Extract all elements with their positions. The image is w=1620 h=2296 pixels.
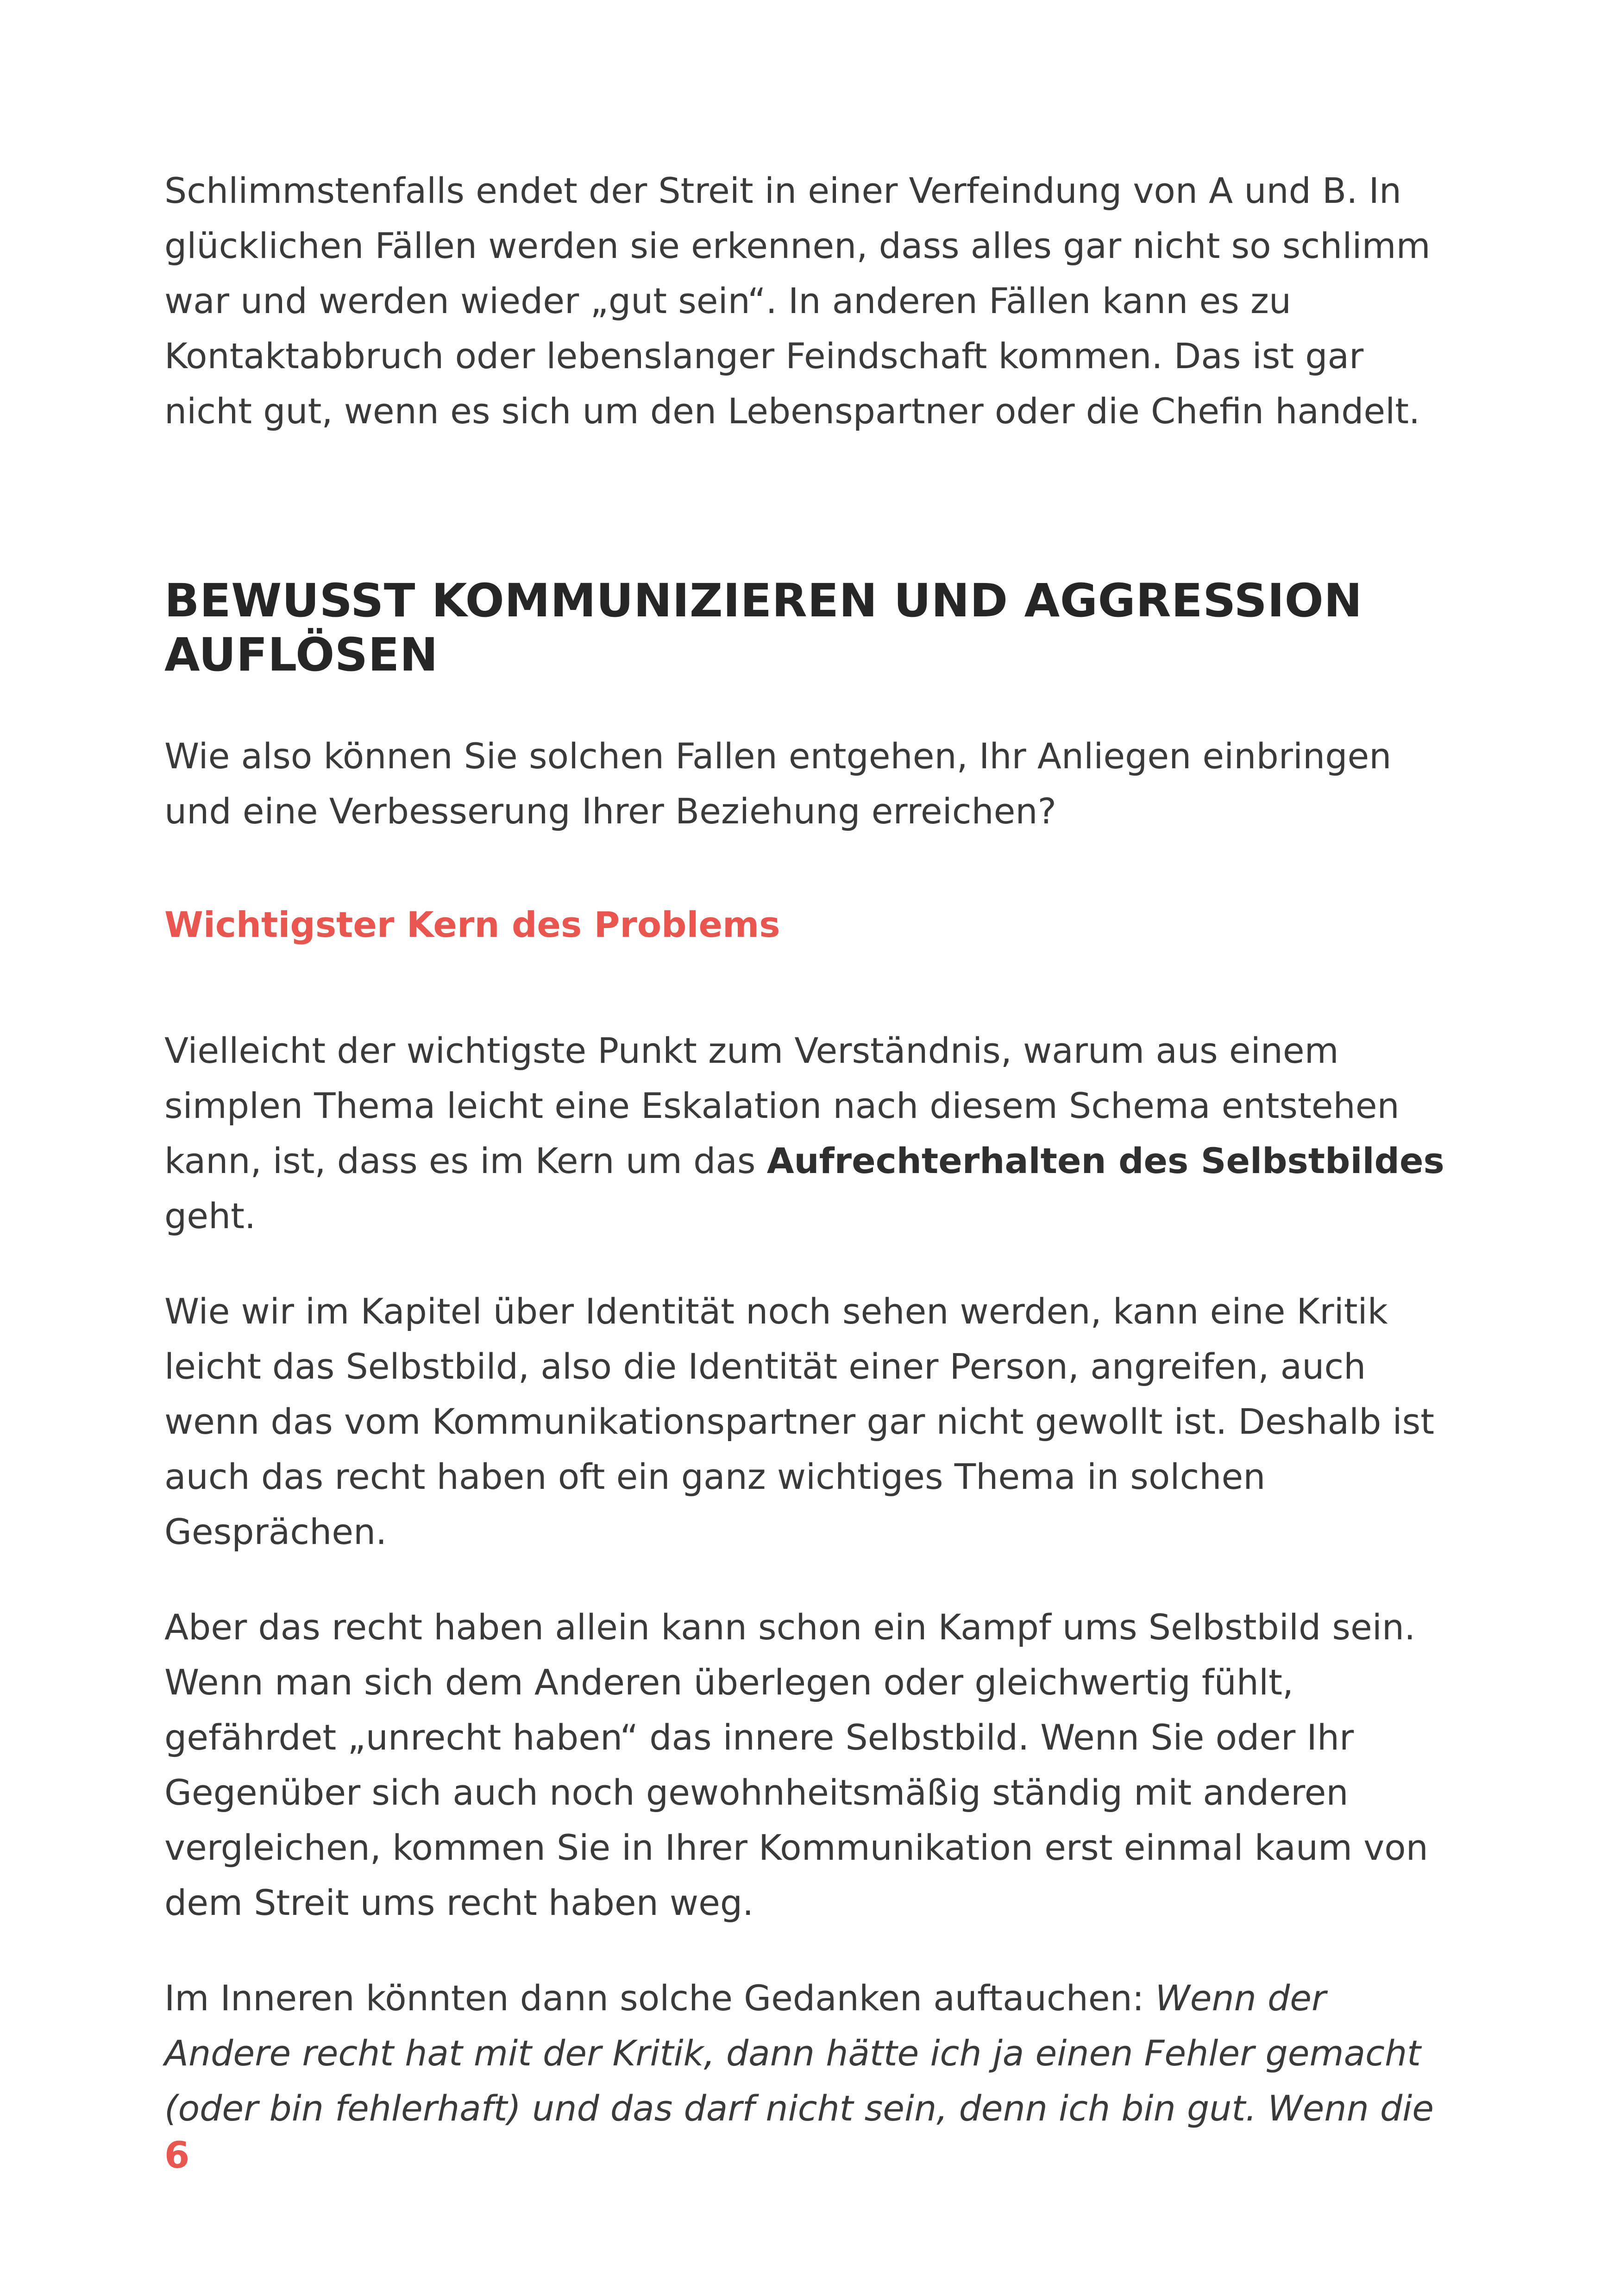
text-line: war und werden wieder „gut sein“. In anderen Fällen kann es zu: [164, 280, 1292, 321]
paragraph-identitaet: [164, 1284, 1470, 1559]
text-line: gefährdet „unrecht haben“ das innere Selbstbild. Wenn Sie oder Ihr: [164, 1717, 1354, 1758]
text-line: [164, 1133, 1470, 1188]
text-line: nicht gut, wenn es sich um den Lebenspartner oder die Chefin handelt.: [164, 390, 1420, 432]
text-fragment: Im Inneren könnten dann solche Gedanken auftauchen:: [164, 1977, 1155, 2019]
text-line: auch das recht haben oft ein ganz wichtiges Thema in solchen: [164, 1456, 1266, 1497]
text-line: Aber das recht haben allein kann schon ein Kampf ums Selbstbild sein.: [164, 1606, 1416, 1648]
text-fragment: kann, ist, dass es im Kern um das: [164, 1140, 767, 1181]
subsection-heading: Wichtigster Kern des Problems: [164, 904, 780, 945]
text-line: Kontaktabbruch oder lebenslanger Feindschaft kommen. Das ist gar: [164, 335, 1364, 376]
italic-thought-line: (oder bin fehlerhaft) und das darf nicht sein, denn ich bin gut. Wenn die: [164, 2088, 1434, 2129]
text-line: Wie also können Sie solchen Fallen entgehen, Ihr Anliegen einbringen: [164, 735, 1392, 777]
text-line: Vielleicht der wichtigste Punkt zum Verständnis, warum aus einem: [164, 1030, 1339, 1071]
text-line: Gesprächen.: [164, 1511, 387, 1552]
paragraph-intro-question: [164, 728, 1470, 839]
paragraph-selbstbild: [164, 1023, 1470, 1243]
paragraph-innere-gedanken: [164, 1970, 1470, 2136]
page-number: 6: [164, 2135, 190, 2177]
text-line: wenn das vom Kommunikationspartner gar nicht gewollt ist. Deshalb ist: [164, 1401, 1435, 1442]
text-line: [164, 1970, 1470, 2026]
italic-thought-line: Andere recht hat mit der Kritik, dann hätte ich ja einen Fehler gemacht: [164, 2033, 1421, 2074]
heading-line: AUFLÖSEN: [164, 628, 439, 682]
text-line: Wenn man sich dem Anderen überlegen oder gleichwertig fühlt,: [164, 1662, 1294, 1703]
text-line: glücklichen Fällen werden sie erkennen, dass alles gar nicht so schlimm: [164, 225, 1431, 266]
text-line: geht.: [164, 1195, 256, 1236]
text-line: Wie wir im Kapitel über Identität noch sehen werden, kann eine Kritik: [164, 1291, 1388, 1332]
text-line: dem Streit ums recht haben weg.: [164, 1882, 754, 1923]
heading-line: BEWUSST KOMMUNIZIEREN UND AGGRESSION: [164, 574, 1363, 627]
section-heading: [164, 574, 1470, 682]
bold-emphasis: Aufrechterhalten des Selbstbildes: [766, 1140, 1444, 1181]
text-line: und eine Verbesserung Ihrer Beziehung erreichen?: [164, 790, 1056, 832]
paragraph-recht-haben: [164, 1600, 1470, 1930]
text-line: simplen Thema leicht eine Eskalation nach diesem Schema entstehen: [164, 1085, 1400, 1126]
text-line: Schlimmstenfalls endet der Streit in einer Verfeindung von A und B. In: [164, 170, 1402, 211]
paragraph-streit-ende: [164, 163, 1470, 439]
text-line: leicht das Selbstbild, also die Identität einer Person, angreifen, auch: [164, 1346, 1366, 1387]
text-line: vergleichen, kommen Sie in Ihrer Kommunikation erst einmal kaum von: [164, 1827, 1428, 1868]
italic-thought: Wenn der: [1155, 1977, 1326, 2019]
page-content: [164, 163, 1470, 2136]
text-line: Gegenüber sich auch noch gewohnheitsmäßig ständig mit anderen: [164, 1772, 1349, 1813]
